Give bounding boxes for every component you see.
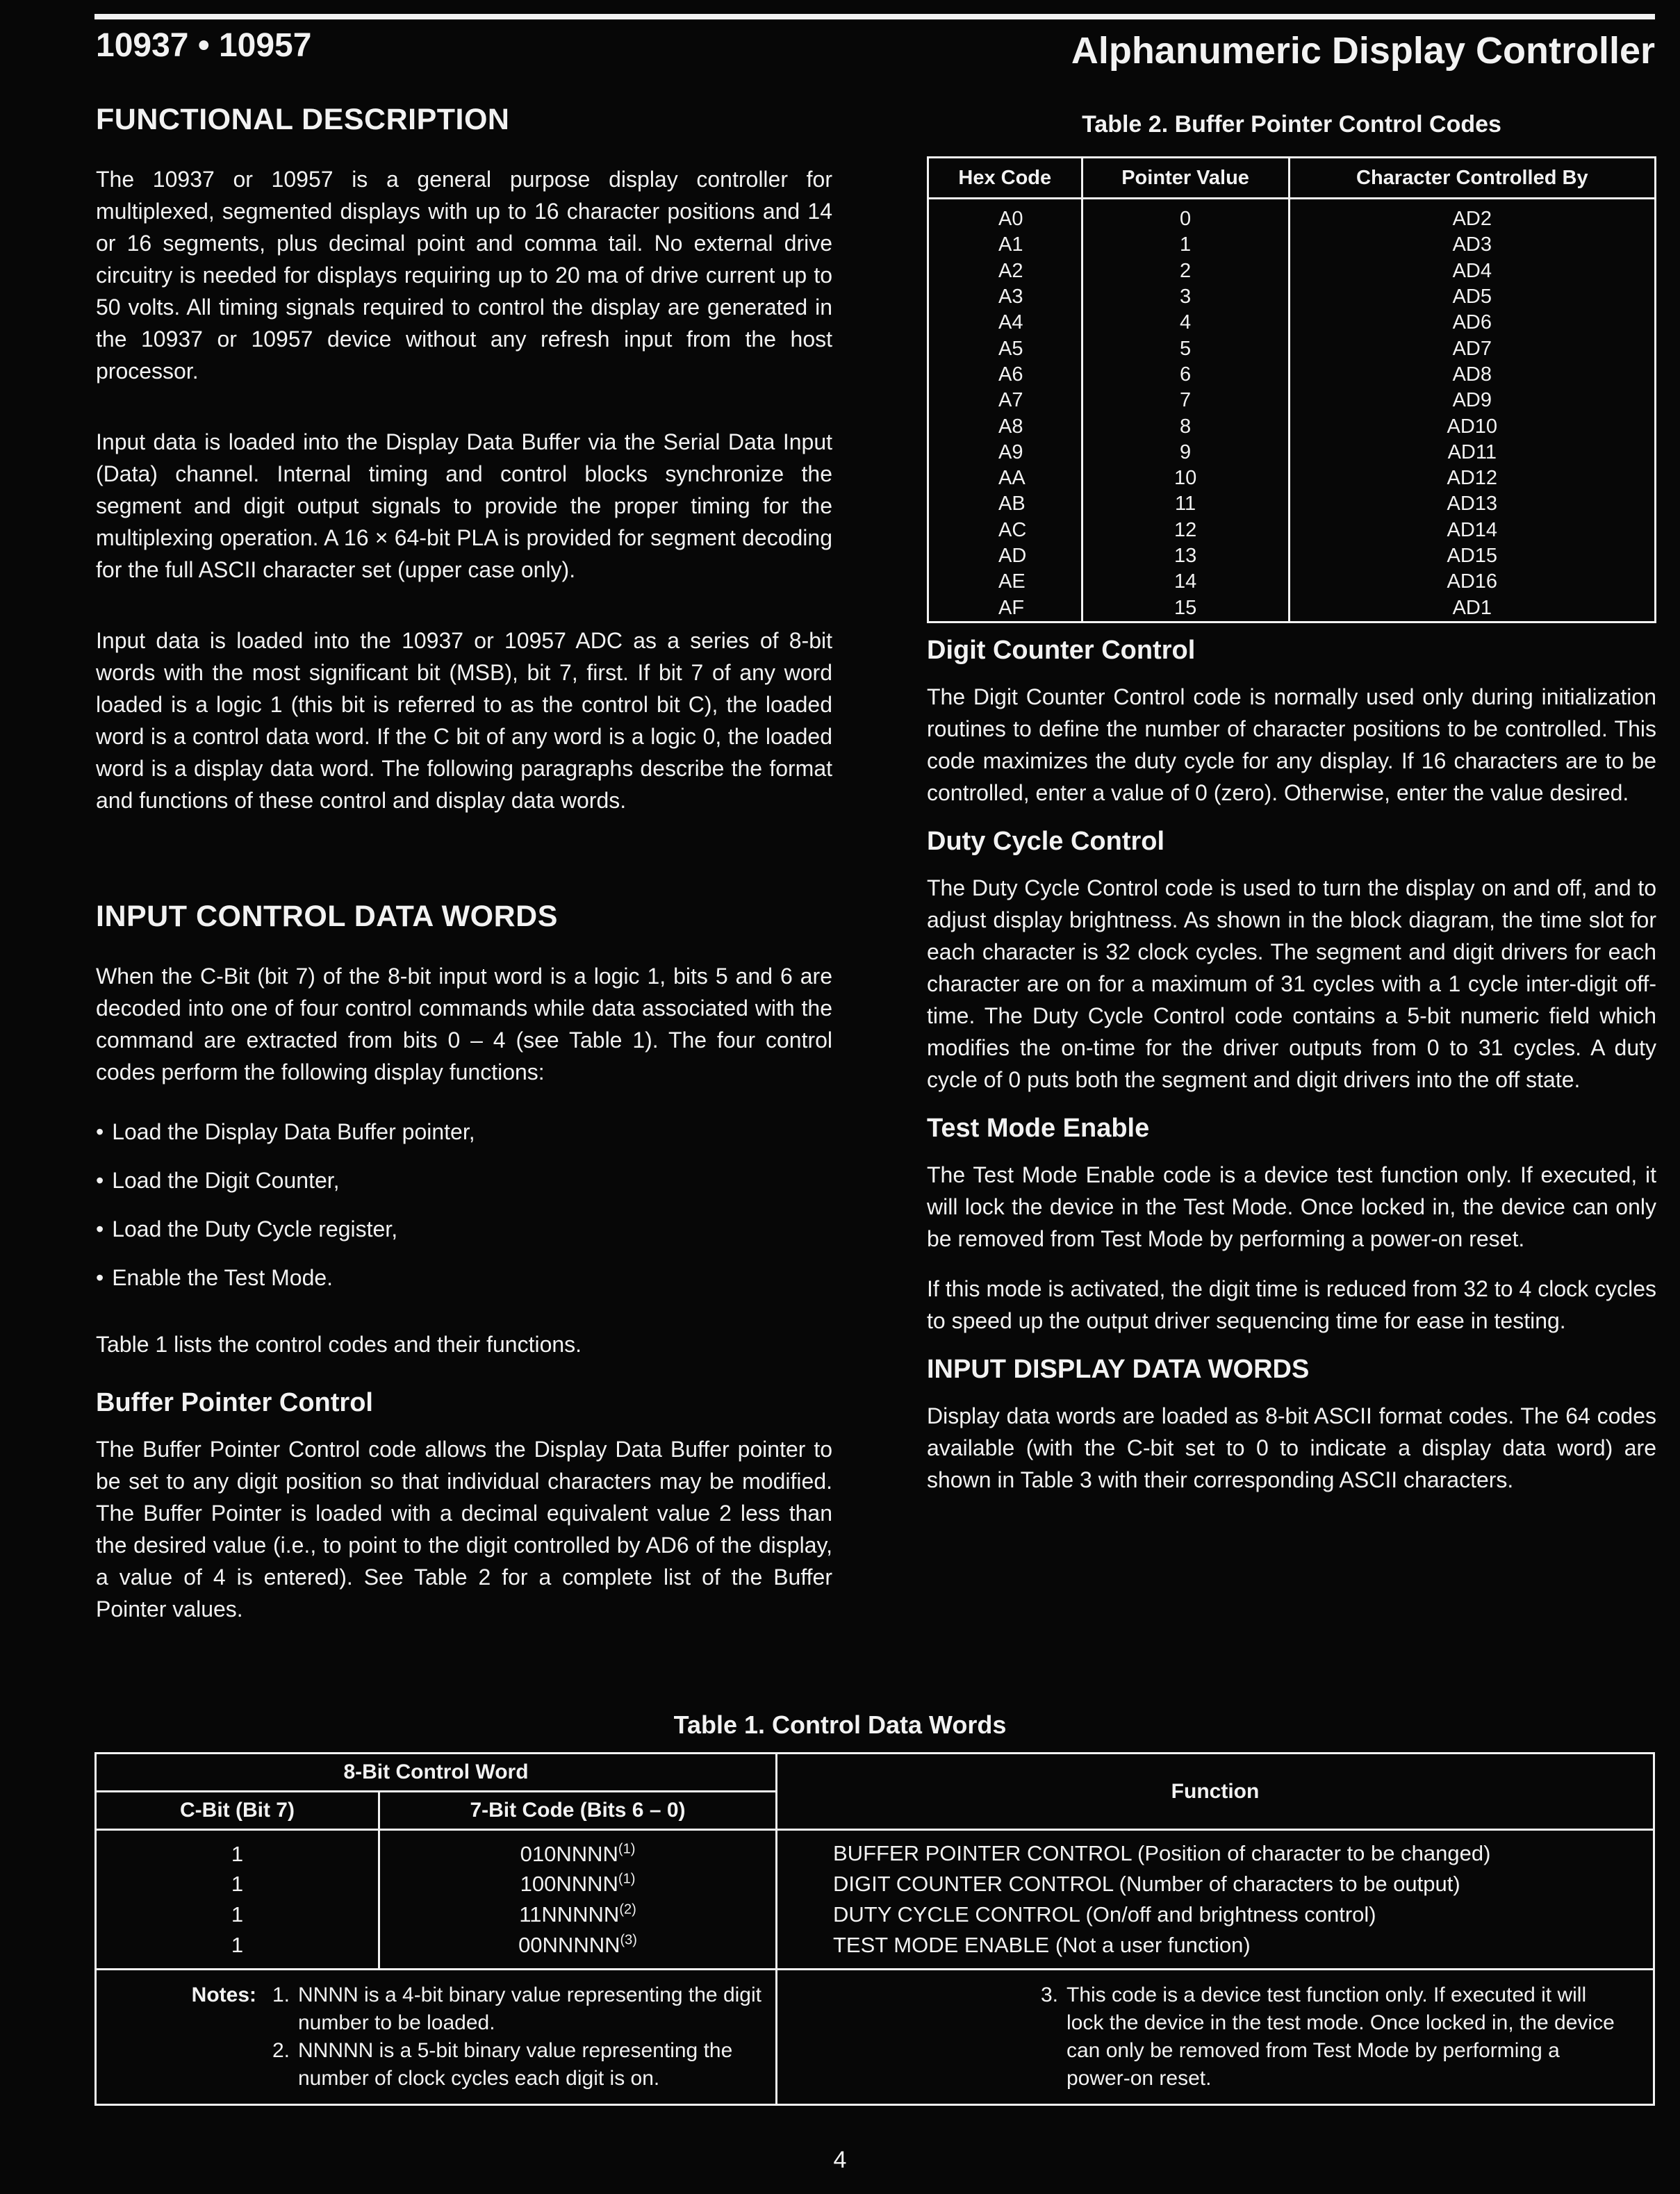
hex-code-cell: A0	[928, 199, 1082, 233]
digit-counter-heading: Digit Counter Control	[927, 635, 1196, 665]
character-controlled-cell: AD14	[1289, 518, 1655, 543]
character-controlled-cell: AD11	[1289, 440, 1655, 465]
cbit-cell: 1	[96, 1830, 379, 1870]
header-rule	[94, 14, 1655, 19]
table1-group-header: 8-Bit Control Word	[96, 1754, 777, 1792]
buffer-pointer-p1: The Buffer Pointer Control code allows the Display Data Buffer pointer to be set to any digit position so that individual characters may be modified. The Buffer Pointer is loaded with a decimal equivalent value 2 less than the desired value (i.e., to point to the digit controlled by AD6 of the display, a value of 4 is entered). See Table 2 for a complete list of the Buffer Pointer values.	[96, 1437, 832, 1622]
functional-description-heading: FUNCTIONAL DESCRIPTION	[96, 103, 510, 136]
duty-cycle-heading: Duty Cycle Control	[927, 826, 1165, 856]
pointer-value-cell: 5	[1082, 336, 1289, 361]
pointer-value-cell: 12	[1082, 518, 1289, 543]
character-controlled-cell: AD10	[1289, 413, 1655, 439]
table-row	[96, 1869, 1654, 1899]
character-controlled-cell: AD12	[1289, 465, 1655, 491]
code-value: 00NNNNN	[518, 1932, 620, 1957]
note-number: 1.	[272, 1983, 290, 2006]
test-mode-p2: If this mode is activated, the digit time is reduced from 32 to 4 clock cycles to speed up the output driver sequencing time for ease in testing.	[927, 1276, 1656, 1333]
table-row	[928, 595, 1656, 622]
input-control-p1: When the C-Bit (bit 7) of the 8-bit input word is a logic 1, bits 5 and 6 are decoded into one of four control commands while data associated with the command are extracted from bits 0 – 4 (see Table 1). The four control codes perform the following display functions:	[96, 964, 832, 1084]
table-row	[928, 362, 1656, 388]
table2-header: Character Controlled By	[1289, 158, 1655, 199]
character-controlled-cell: AD7	[1289, 336, 1655, 361]
note-reference: (2)	[619, 1902, 636, 1917]
list-item: • Load the Display Data Buffer pointer,	[96, 1116, 832, 1148]
digit-counter-p1: The Digit Counter Control code is normally used only during initialization routines to define the number of character positions to be controlled. This code maximizes the duty cycle for any display. If 16 characters are to be controlled, enter a value of 0 (zero). Otherwise, enter the value desired.	[927, 684, 1656, 805]
pointer-value-cell: 2	[1082, 258, 1289, 284]
document-title: Alphanumeric Display Controller	[1071, 30, 1655, 72]
table1-code-header: 7-Bit Code (Bits 6 – 0)	[379, 1792, 777, 1830]
hex-code-cell: AF	[928, 595, 1082, 622]
character-controlled-cell: AD15	[1289, 543, 1655, 569]
pointer-value-cell: 3	[1082, 284, 1289, 310]
character-controlled-cell: AD2	[1289, 199, 1655, 233]
list-item: • Load the Duty Cycle register,	[96, 1213, 832, 1245]
pointer-value-cell: 0	[1082, 199, 1289, 233]
table-row	[928, 284, 1656, 310]
hex-code-cell: A4	[928, 310, 1082, 336]
character-controlled-cell: AD1	[1289, 595, 1655, 622]
table-row	[96, 1899, 1654, 1930]
duty-cycle-p1: The Duty Cycle Control code is used to turn the display on and off, and to adjust display brightness. As shown in the block diagram, the time slot for each character is 32 clock cycles. The segment and digit drivers for each character are on for a maximum of 31 cycles with a 1 cycle inter-digit off-time. The Duty Cycle Control code contains a 5-bit numeric field which modifies the on-time for the driver outputs from 0 to 31 cycles. A duty cycle of 0 puts both the segment and digit drivers into the off state.	[927, 875, 1656, 1092]
cbit-cell: 1	[96, 1899, 379, 1930]
table-row	[928, 465, 1656, 491]
code-cell	[379, 1899, 777, 1930]
character-controlled-cell: AD13	[1289, 491, 1655, 517]
pointer-value-cell: 11	[1082, 491, 1289, 517]
table-row	[928, 310, 1656, 336]
table1-notes-left	[96, 1970, 777, 2105]
cbit-cell: 1	[96, 1930, 379, 1970]
note-reference: (1)	[618, 1841, 636, 1857]
hex-code-cell: A8	[928, 413, 1082, 439]
pointer-value-cell: 8	[1082, 413, 1289, 439]
table-row	[928, 569, 1656, 595]
pointer-value-cell: 7	[1082, 388, 1289, 413]
table-row	[928, 491, 1656, 517]
input-control-heading: INPUT CONTROL DATA WORDS	[96, 900, 558, 933]
pointer-value-cell: 1	[1082, 232, 1289, 258]
table-row	[928, 518, 1656, 543]
hex-code-cell: A1	[928, 232, 1082, 258]
code-value: 010NNNN	[520, 1841, 618, 1866]
character-controlled-cell: AD4	[1289, 258, 1655, 284]
note-text: NNNN is a 4-bit binary value representing the digit number to be loaded.	[298, 1983, 761, 2034]
character-controlled-cell: AD8	[1289, 362, 1655, 388]
input-display-p1: Display data words are loaded as 8-bit ASCII format codes. The 64 codes available (with the C-bit set to 0 to indicate a display data word) are shown in Table 3 with their corresponding ASCII characters.	[927, 1403, 1656, 1492]
pointer-value-cell: 15	[1082, 595, 1289, 622]
table2-caption: Table 2. Buffer Pointer Control Codes	[1082, 111, 1501, 138]
list-item: • Enable the Test Mode.	[96, 1262, 832, 1294]
hex-code-cell: A7	[928, 388, 1082, 413]
note-number: 3.	[1040, 1983, 1058, 2006]
hex-code-cell: AD	[928, 543, 1082, 569]
pointer-value-cell: 10	[1082, 465, 1289, 491]
input-control-p2: Table 1 lists the control codes and their functions.	[96, 1332, 582, 1357]
control-function-list	[96, 1116, 832, 1294]
table-row	[928, 388, 1656, 413]
table1-function-header: Function	[777, 1754, 1654, 1830]
notes-label: Notes:	[191, 1983, 256, 2006]
function-cell: DUTY CYCLE CONTROL (On/off and brightness control)	[777, 1899, 1654, 1930]
pointer-value-cell: 13	[1082, 543, 1289, 569]
buffer-pointer-heading: Buffer Pointer Control	[96, 1388, 373, 1417]
buffer-pointer-table	[927, 156, 1656, 623]
table-row	[928, 258, 1656, 284]
hex-code-cell: A5	[928, 336, 1082, 361]
hex-code-cell: A9	[928, 440, 1082, 465]
test-mode-heading: Test Mode Enable	[927, 1113, 1150, 1143]
functional-description-p1: The 10937 or 10957 is a general purpose display controller for multiplexed, segmented displays with up to 16 character positions and 14 or 16 segments, plus decimal point and comma tail. No external drive circuitry is needed for displays requiring up to 20 ma of drive current up to 50 volts. All timing signals required to control the display are generated in the 10937 or 10957 device without any refresh input from the host processor.	[96, 167, 832, 383]
note-text: This code is a device test function only. If executed it will lock the device in the test mode. Once locked in, the device can only be removed from Test Mode by performing a power-on reset.	[1067, 1983, 1615, 2090]
pointer-value-cell: 6	[1082, 362, 1289, 388]
left-column	[96, 103, 832, 1625]
table-row	[928, 336, 1656, 361]
note-reference: (3)	[620, 1932, 637, 1948]
part-numbers: 10937 • 10957	[96, 27, 312, 64]
code-value: 100NNNN	[520, 1872, 618, 1896]
hex-code-cell: AC	[928, 518, 1082, 543]
table-row	[928, 440, 1656, 465]
page-number: 4	[833, 2147, 847, 2173]
hex-code-cell: A2	[928, 258, 1082, 284]
table-row	[928, 543, 1656, 569]
hex-code-cell: AE	[928, 569, 1082, 595]
hex-code-cell: AB	[928, 491, 1082, 517]
pointer-value-cell: 4	[1082, 310, 1289, 336]
table-row	[928, 199, 1656, 233]
functional-description-p2: Input data is loaded into the Display Data Buffer via the Serial Data Input (Data) channel. Internal timing and control blocks synchronize the segment and digit output signals to provide the proper timing for the multiplexing operation. A 16 × 64-bit PLA is provided for segment decoding for the full ASCII character set (upper case only).	[96, 429, 832, 582]
function-cell: BUFFER POINTER CONTROL (Position of character to be changed)	[777, 1830, 1654, 1870]
table2-header: Pointer Value	[1082, 158, 1289, 199]
hex-code-cell: A3	[928, 284, 1082, 310]
table1-notes-right	[777, 1970, 1654, 2105]
character-controlled-cell: AD5	[1289, 284, 1655, 310]
character-controlled-cell: AD16	[1289, 569, 1655, 595]
note-text: NNNNN is a 5-bit binary value representing the number of clock cycles each digit is on.	[298, 2039, 733, 2090]
input-display-heading: INPUT DISPLAY DATA WORDS	[927, 1354, 1310, 1384]
control-data-words-table	[94, 1752, 1655, 2106]
table2-header: Hex Code	[928, 158, 1082, 199]
note-number: 2.	[272, 2039, 290, 2062]
pointer-value-cell: 14	[1082, 569, 1289, 595]
table1-caption: Table 1. Control Data Words	[673, 1710, 1007, 1739]
functional-description-p3: Input data is loaded into the 10937 or 10957 ADC as a series of 8-bit words with the most significant bit (MSB), bit 7, first. If bit 7 of any word loaded is a logic 1 (this bit is referred to as the control bit C), the loaded word is a control data word. If the C bit of any word is a logic 0, the loaded word is a display data word. The following paragraphs describe the format and functions of these control and display data words.	[96, 628, 832, 813]
right-column	[927, 111, 1656, 1496]
table-row	[928, 413, 1656, 439]
note-reference: (1)	[618, 1871, 636, 1887]
function-cell: DIGIT COUNTER CONTROL (Number of characters to be output)	[777, 1869, 1654, 1899]
function-cell: TEST MODE ENABLE (Not a user function)	[777, 1930, 1654, 1970]
hex-code-cell: A6	[928, 362, 1082, 388]
table-row	[928, 232, 1656, 258]
code-value: 11NNNNN	[519, 1902, 620, 1927]
code-cell	[379, 1930, 777, 1970]
pointer-value-cell: 9	[1082, 440, 1289, 465]
table-row	[96, 1930, 1654, 1970]
code-cell	[379, 1830, 777, 1870]
character-controlled-cell: AD9	[1289, 388, 1655, 413]
character-controlled-cell: AD3	[1289, 232, 1655, 258]
cbit-cell: 1	[96, 1869, 379, 1899]
hex-code-cell: AA	[928, 465, 1082, 491]
code-cell	[379, 1869, 777, 1899]
test-mode-p1: The Test Mode Enable code is a device test function only. If executed, it will lock the device in the Test Mode. Once locked in, the device can only be removed from Test Mode by performing a power-on reset.	[927, 1162, 1656, 1251]
table1-cbit-header: C-Bit (Bit 7)	[96, 1792, 379, 1830]
list-item: • Load the Digit Counter,	[96, 1164, 832, 1196]
table-row	[96, 1830, 1654, 1870]
character-controlled-cell: AD6	[1289, 310, 1655, 336]
